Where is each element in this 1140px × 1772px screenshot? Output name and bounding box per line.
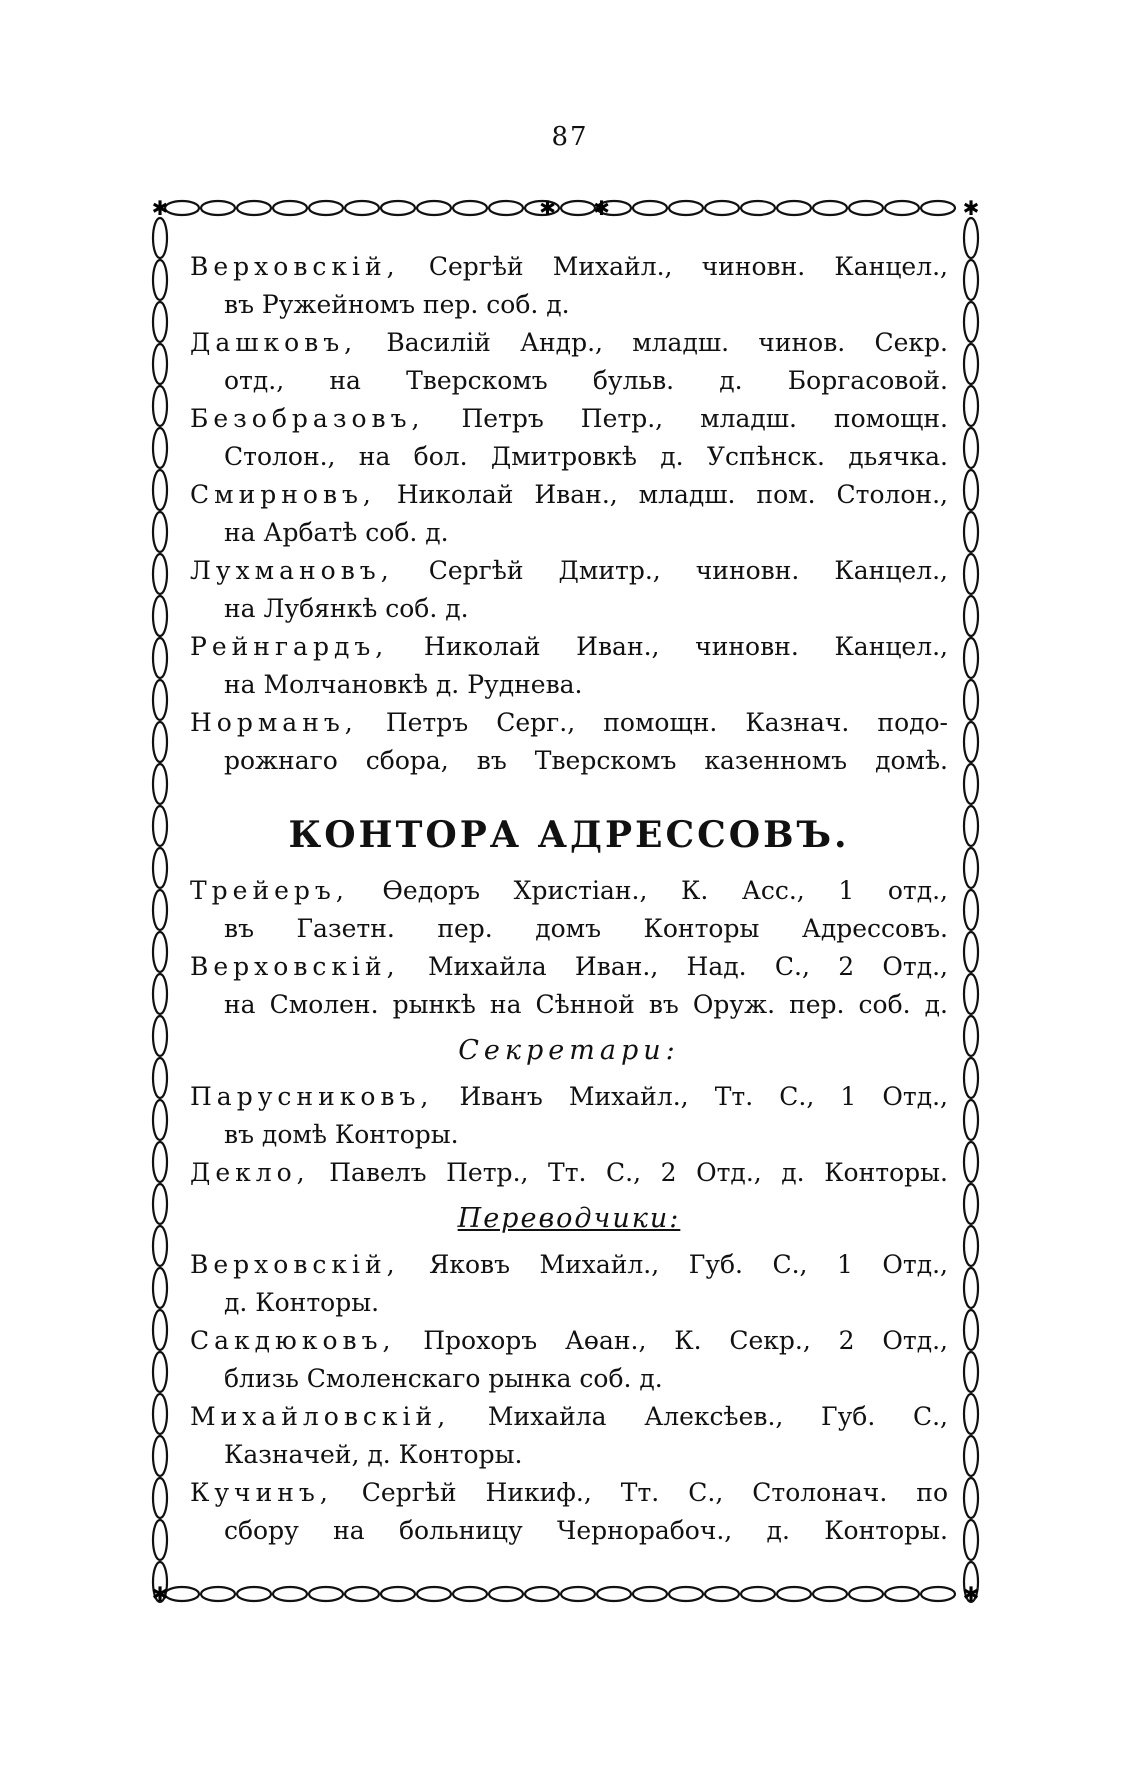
entry-name: Парусниковъ, bbox=[190, 1082, 434, 1111]
entry-name: Декло, bbox=[190, 1158, 310, 1187]
svg-text:✱: ✱ bbox=[151, 1582, 169, 1606]
entry-details: Сергѣй Михайл., чиновн. Канцел., bbox=[428, 252, 948, 281]
entry-details: Петръ Петр., младш. помощн. bbox=[461, 404, 948, 433]
entry-address: на Смолен. рынкѣ на Сѣнной въ Оруж. пер. соб. д. bbox=[224, 990, 948, 1019]
entry-address: рожнаго сбора, въ Тверскомъ казенномъ домѣ. bbox=[224, 746, 948, 775]
entry-details: Николай Иван., младш. пом. Столон., bbox=[396, 480, 948, 509]
svg-text:✱: ✱ bbox=[962, 196, 980, 220]
entries-secretaries-list bbox=[190, 1078, 948, 1192]
entry-name: Сакдюковъ, bbox=[190, 1326, 396, 1355]
entry-name: Рейнгардъ, bbox=[190, 632, 389, 661]
entry-name: Михайловскій, bbox=[190, 1402, 451, 1431]
entry-details: Яковъ Михайл., Губ. С., 1 Отд., bbox=[429, 1250, 948, 1279]
entry-name: Верховскій, bbox=[190, 1250, 400, 1279]
entry-name: Дашковъ, bbox=[190, 328, 358, 357]
entries-top-list bbox=[190, 248, 948, 780]
list-item bbox=[190, 1154, 948, 1192]
entry-address: Казначей, д. Конторы. bbox=[224, 1440, 523, 1469]
list-item bbox=[190, 552, 948, 628]
entry-address: Столон., на бол. Дмитровкѣ д. Успѣнск. дьячка. bbox=[224, 442, 948, 471]
entry-details: Сергѣй Дмитр., чиновн. Канцел., bbox=[428, 556, 948, 585]
svg-text:✱: ✱ bbox=[962, 1582, 980, 1606]
entry-address: отд., на Тверскомъ бульв. д. Боргасовой. bbox=[224, 366, 948, 395]
page-content bbox=[190, 248, 948, 1550]
svg-text:✱: ✱ bbox=[151, 196, 169, 220]
entries-translators-list bbox=[190, 1246, 948, 1550]
entry-name: Верховскій, bbox=[190, 952, 400, 981]
entry-name: Лухмановъ, bbox=[190, 556, 394, 585]
entry-name: Трейеръ, bbox=[190, 876, 349, 905]
entry-details: Михайла Алексѣев., Губ. С., bbox=[487, 1402, 948, 1431]
list-item bbox=[190, 948, 948, 1024]
list-item bbox=[190, 400, 948, 476]
list-item bbox=[190, 476, 948, 552]
list-item bbox=[190, 628, 948, 704]
entry-address: близь Смоленскаго рынка соб. д. bbox=[224, 1364, 663, 1393]
entry-address: на Молчановкѣ д. Руднева. bbox=[224, 670, 583, 699]
entry-address: д. Конторы. bbox=[224, 1288, 380, 1317]
entry-details: Сергѣй Никиф., Тт. С., Столонач. по bbox=[361, 1478, 948, 1507]
svg-text:✱: ✱ bbox=[539, 196, 556, 220]
secretaries-subheading: Секретари: bbox=[458, 1035, 680, 1066]
list-item bbox=[190, 704, 948, 780]
list-item bbox=[190, 1474, 948, 1550]
entry-details: Өедоръ Христіан., К. Асс., 1 отд., bbox=[382, 876, 948, 905]
entry-name: Верховскій, bbox=[190, 252, 400, 281]
list-item bbox=[190, 1078, 948, 1154]
entry-name: Кучинъ, bbox=[190, 1478, 333, 1507]
list-item bbox=[190, 324, 948, 400]
entry-address: въ домѣ Конторы. bbox=[224, 1120, 459, 1149]
svg-text:✱: ✱ bbox=[593, 196, 610, 220]
list-item bbox=[190, 1322, 948, 1398]
entry-address: сбору на больницу Чернорабоч., д. Конторы. bbox=[224, 1516, 948, 1545]
entry-details: Михайла Иван., Над. С., 2 Отд., bbox=[427, 952, 949, 981]
entry-details: Прохоръ Аөан., К. Секр., 2 Отд., bbox=[423, 1326, 948, 1355]
list-item bbox=[190, 872, 948, 948]
entry-address: въ Газетн. пер. домъ Конторы Адрессовъ. bbox=[224, 914, 948, 943]
entry-address: на Арбатѣ соб. д. bbox=[224, 518, 449, 547]
list-item bbox=[190, 1398, 948, 1474]
list-item bbox=[190, 1246, 948, 1322]
entry-address: на Лубянкѣ соб. д. bbox=[224, 594, 469, 623]
section-title: КОНТОРА АДРЕССОВЪ. bbox=[288, 814, 850, 856]
entry-address: въ Ружейномъ пер. соб. д. bbox=[224, 290, 570, 319]
entry-details: Петръ Серг., помощн. Казнач. подо- bbox=[385, 708, 949, 737]
entry-details: Василій Андр., младш. чинов. Секр. bbox=[386, 328, 948, 357]
entry-name: Смирновъ, bbox=[190, 480, 376, 509]
entry-details: Николай Иван., чиновн. Канцел., bbox=[423, 632, 948, 661]
list-item bbox=[190, 248, 948, 324]
translators-subheading: Переводчики: bbox=[457, 1203, 681, 1234]
entry-name: Норманъ, bbox=[190, 708, 358, 737]
entry-details: Павелъ Петр., Тт. С., 2 Отд., д. Конторы. bbox=[329, 1158, 948, 1187]
entries-heads-list bbox=[190, 872, 948, 1024]
entry-details: Иванъ Михайл., Тт. С., 1 Отд., bbox=[459, 1082, 949, 1111]
entry-name: Безобразовъ, bbox=[190, 404, 425, 433]
page-number: 87 bbox=[551, 122, 589, 152]
